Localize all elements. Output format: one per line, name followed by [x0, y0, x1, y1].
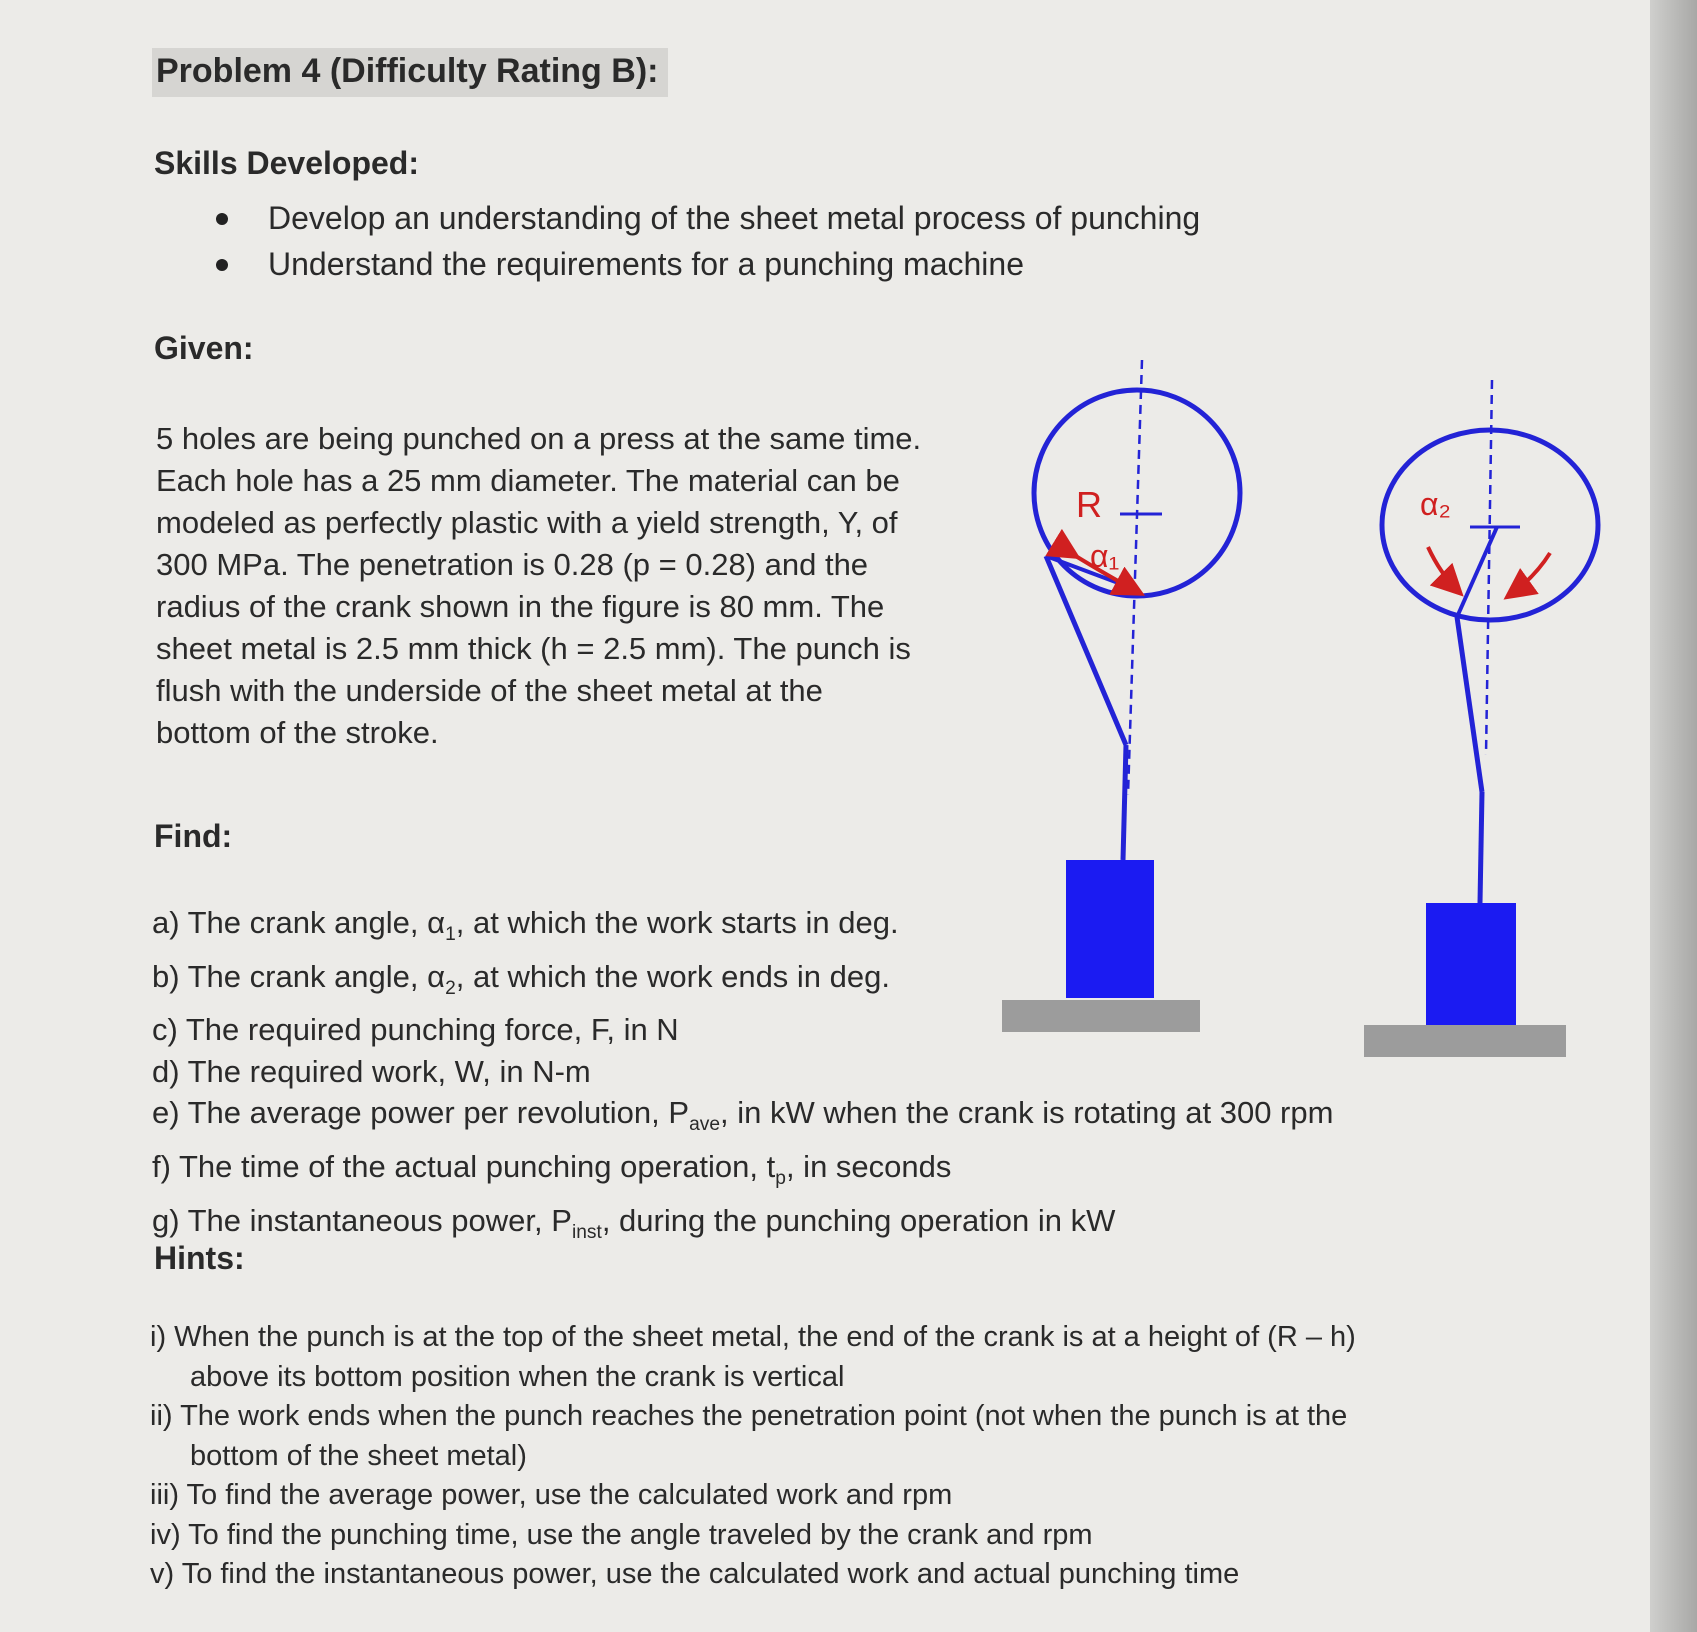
label-R: R: [1076, 484, 1102, 525]
find-item-g: g) The instantaneous power, $P_{inst}$, during the punching operation in kW: [152, 1202, 1116, 1243]
given-line: flush with the underside of the sheet metal at the: [156, 673, 823, 708]
hint-item-v: v) To find the instantaneous power, use the calculated work and actual punching time: [150, 1558, 1240, 1590]
given-line: 300 MPa. The penetration is 0.28 (p = 0.28) and the: [156, 547, 869, 582]
skills-list: [210, 195, 1200, 287]
skill-item: Develop an understanding of the sheet metal process of punching: [210, 195, 1200, 241]
problem-title: Problem 4 (Difficulty Rating B):: [152, 48, 668, 97]
punch-block: [1066, 860, 1154, 998]
given-paragraph: [156, 418, 986, 754]
centerline: [1128, 360, 1142, 795]
punch-rod: [1480, 792, 1482, 903]
crank-start-position: [1002, 360, 1240, 1032]
find-heading: Find:: [154, 818, 233, 854]
hints-list: [150, 1318, 1356, 1595]
angle-alpha2-arrow-left: [1428, 547, 1458, 591]
given-line: Each hole has a 25 mm diameter. The material can be: [156, 463, 900, 498]
given-line: radius of the crank shown in the figure is 80 mm. The: [156, 589, 885, 624]
given-line: bottom of the stroke.: [156, 715, 439, 750]
label-alpha2: α₂: [1420, 486, 1451, 522]
given-heading: Given:: [154, 330, 254, 366]
centerline: [1486, 380, 1492, 755]
label-alpha1: α₁: [1090, 538, 1120, 574]
given-line: sheet metal is 2.5 mm thick (h = 2.5 mm). The punch is: [156, 631, 911, 666]
hint-item-i-continued: above its bottom position when the crank is vertical: [190, 1360, 845, 1393]
hint-item-ii-continued: bottom of the sheet metal): [190, 1439, 527, 1472]
find-item-c: c) The required punching force, F, in N: [152, 1012, 679, 1048]
crank-end-position: [1364, 380, 1598, 1057]
crank-arm: [1457, 527, 1497, 617]
hint-item-ii: ii) The work ends when the punch reaches the penetration point (not when the punch is at the: [150, 1400, 1348, 1432]
hints-heading: Hints:: [154, 1240, 245, 1276]
skill-item: Understand the requirements for a punching machine: [210, 241, 1200, 287]
find-item-a: a) The crank angle, $\alpha_1$, at which the work starts in deg.: [152, 905, 899, 946]
punch-rod: [1123, 745, 1126, 860]
find-item-b: b) The crank angle, $\alpha_2$, at which the work ends in deg.: [152, 958, 890, 999]
hint-item-iv: iv) To find the punching time, use the angle traveled by the crank and rpm: [150, 1518, 1093, 1551]
page-edge-shadow: [1650, 0, 1697, 1632]
skills-heading: Skills Developed:: [154, 145, 419, 181]
sheet-metal-base: [1002, 1000, 1200, 1032]
given-line: 5 holes are being punched on a press at the same time.: [156, 421, 922, 456]
crank-punch-figure: [990, 355, 1630, 1075]
hint-item-iii: iii) To find the average power, use the calculated work and rpm: [150, 1479, 953, 1511]
angle-alpha2-arrow-right: [1510, 553, 1550, 595]
find-item-f: f) The time of the actual punching operation, $t_p$, in seconds: [152, 1149, 952, 1190]
connecting-rod: [1457, 617, 1482, 792]
punch-block: [1426, 903, 1516, 1040]
find-item-d: d) The required work, W, in N-m: [152, 1053, 591, 1089]
hint-item-i: i) When the punch is at the top of the sheet metal, the end of the crank is at a height of (R – h): [150, 1321, 1356, 1353]
sheet-metal-base: [1364, 1025, 1566, 1057]
given-line: modeled as perfectly plastic with a yield strength, Y, of: [156, 505, 898, 540]
find-item-e: e) The average power per revolution, $P_{ave}$, in kW when the crank is rotating at 300 rpm: [152, 1095, 1334, 1136]
